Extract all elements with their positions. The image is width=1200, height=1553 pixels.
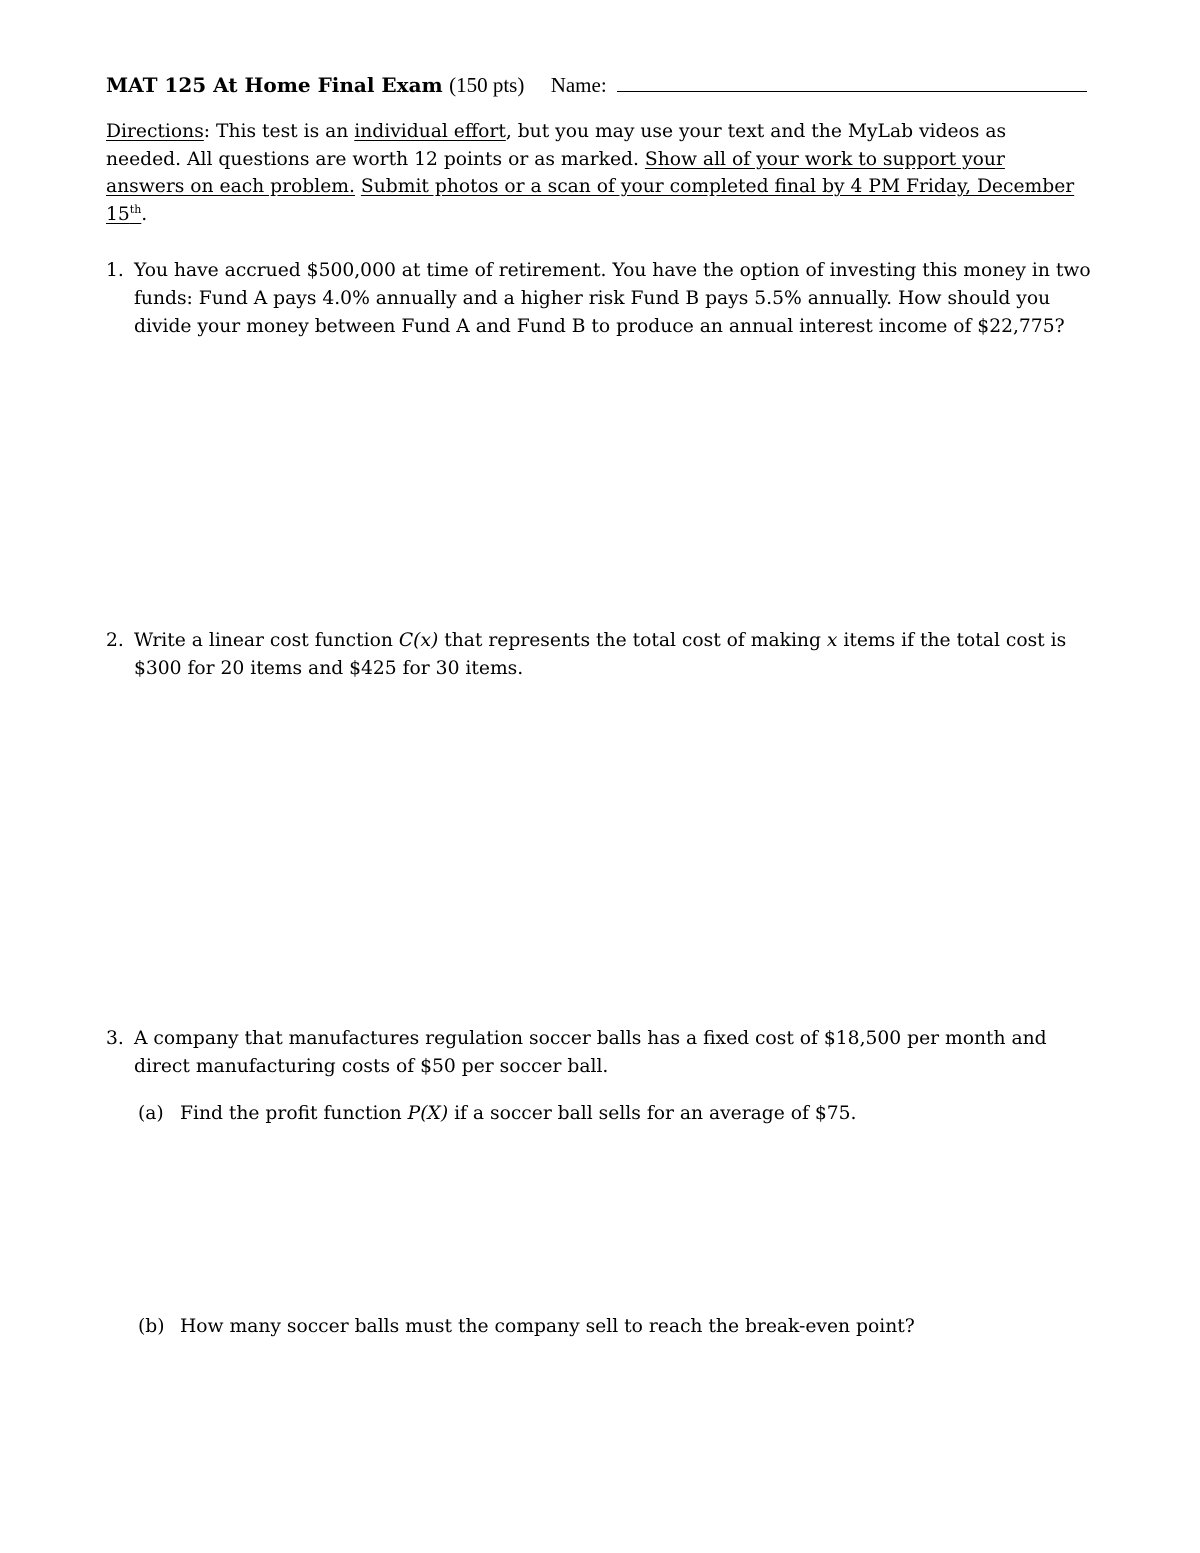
question-number: 3. bbox=[106, 1028, 124, 1049]
cost-function-symbol: C(x) bbox=[398, 630, 439, 651]
name-blank-line bbox=[617, 71, 1087, 92]
question-text-part: items if the total cost is $300 for 20 items and $425 for 30 items. bbox=[134, 630, 1067, 679]
sub-part-text-part: if a soccer ball sells for an average of $75. bbox=[448, 1103, 857, 1124]
directions-deadline-text: Submit photos or a scan of your completed final by 4 PM Friday, December 15 bbox=[106, 176, 1075, 225]
sub-part-label: (a) bbox=[138, 1103, 164, 1124]
directions-text-2: , but you may use your text and the MyLab videos as needed. All questions are worth 12 points or as marked. bbox=[106, 121, 1007, 170]
question-text bbox=[134, 627, 1096, 683]
directions-label: Directions bbox=[106, 121, 204, 142]
directions-individual-effort: individual effort bbox=[354, 121, 506, 142]
directions-period: . bbox=[141, 203, 148, 225]
question-3-part-b bbox=[138, 1313, 1088, 1341]
question-2 bbox=[106, 627, 1096, 683]
directions-text-1: : This test is an bbox=[203, 121, 355, 142]
exam-points: (150 pts) bbox=[449, 73, 525, 97]
question-text: You have accrued $500,000 at time of retirement. You have the option of investing this money in two funds: Fund A pays 4.0% annually and a higher risk Fund B pays 5.5% annually. How should you divide your money between Fund A and Fund B to produce an annual interest income of $22,775? bbox=[134, 260, 1091, 337]
sub-part-text bbox=[180, 1100, 1088, 1128]
profit-function-symbol: P(X) bbox=[407, 1103, 449, 1124]
question-text: A company that manufactures regulation soccer balls has a fixed cost of $18,500 per month and direct manufacturing costs of $50 per soccer ball. bbox=[134, 1028, 1047, 1077]
question-number: 2. bbox=[106, 630, 124, 651]
name-label: Name: bbox=[550, 73, 607, 97]
directions-show-work: Show all of your work to support your answers on each problem. bbox=[106, 148, 1005, 197]
question-text-part: that represents the total cost of making bbox=[438, 630, 827, 651]
sub-part-label: (b) bbox=[138, 1316, 165, 1337]
directions-paragraph bbox=[106, 118, 1081, 228]
question-number: 1. bbox=[106, 260, 124, 281]
exam-title: MAT 125 At Home Final Exam bbox=[106, 73, 443, 97]
directions-deadline-sup: th bbox=[129, 202, 142, 216]
question-text-part: Write a linear cost function bbox=[134, 630, 399, 651]
sub-part-text-part: Find the profit function bbox=[180, 1103, 408, 1124]
question-1 bbox=[106, 257, 1096, 341]
question-3 bbox=[106, 1025, 1096, 1081]
sub-part-text: How many soccer balls must the company sell to reach the break-even point? bbox=[180, 1316, 915, 1337]
variable-symbol: x bbox=[826, 630, 838, 651]
question-3-part-a bbox=[138, 1100, 1088, 1128]
exam-header bbox=[106, 70, 1076, 100]
